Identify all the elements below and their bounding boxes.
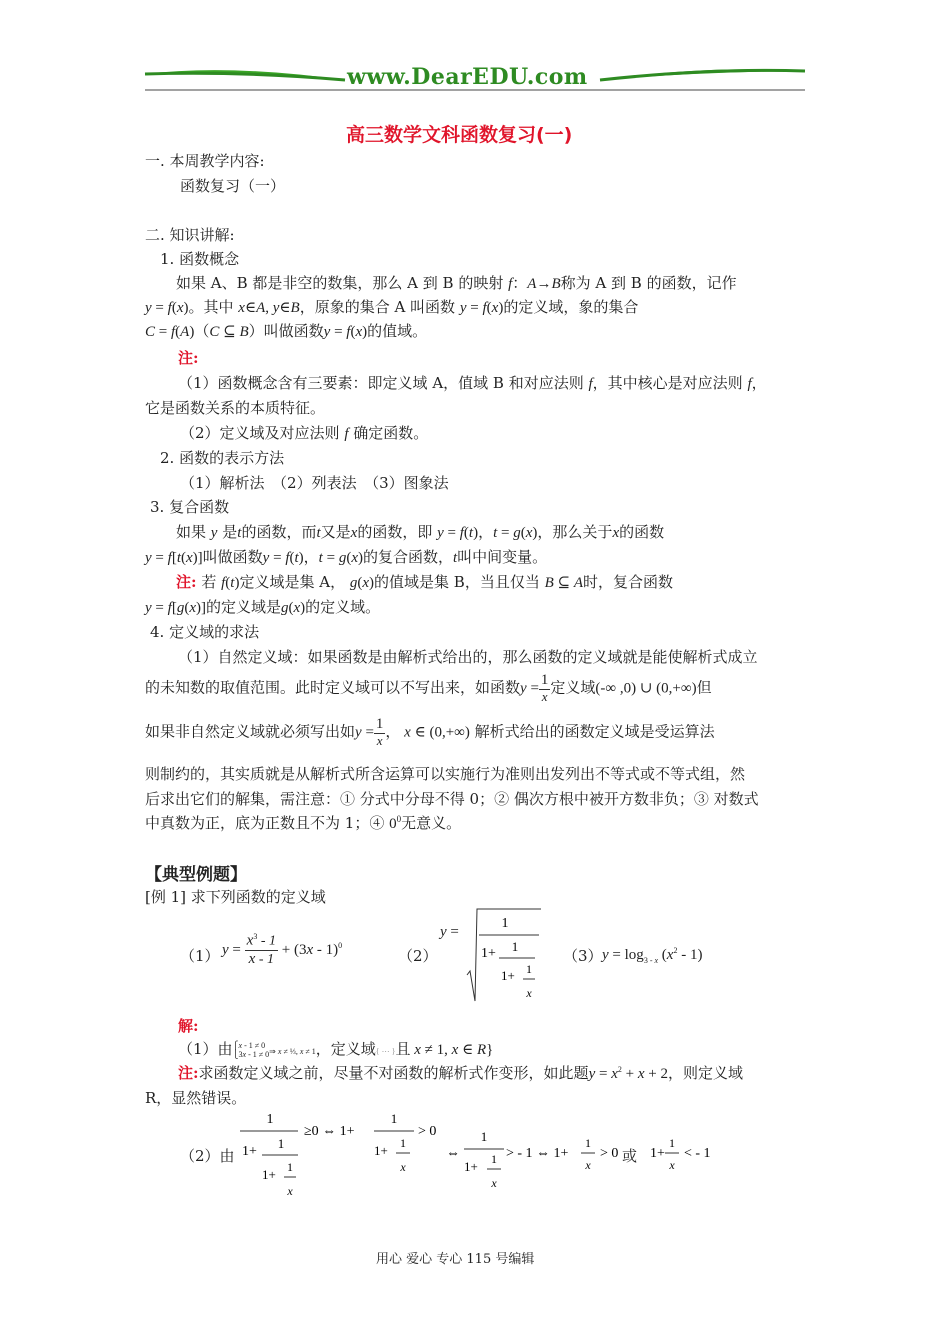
solution2-label: （2）由 [180,1147,235,1165]
example1-prompt: [例 1] 求下列函数的定义域 [145,888,326,906]
fraction-1-over-x-2: $\frac{1}{x}$ [375,716,384,749]
svg-text:> 0: > 0 [418,1124,437,1139]
svg-text:x: x [585,1158,591,1172]
svg-text:1+: 1+ [464,1159,478,1174]
svg-text:1+: 1+ [262,1167,276,1182]
svg-text:1: 1 [511,939,519,954]
svg-text:1: 1 [480,1129,488,1144]
svg-text:1+: 1+ [481,946,496,961]
p1-line3: C = f(A)（C ⊆ B）叫做函数y = f(x)的值域。 [145,322,428,340]
ex1-item1-formula: y = $\frac{x^3 - 1}{x - 1}$ + (3x - 1)$^0$ [222,932,343,967]
svg-text:x: x [669,1158,675,1172]
svg-text:1: 1 [526,962,532,976]
p1-line1: 如果 A、B 都是非空的数集，那么 A 到 B 的映射 f：A→B称为 A 到 B 的函数，记作 [176,274,737,292]
right-swoosh-tail [600,70,805,80]
fraction-1-over-x: $\frac{1}{x}$ [540,672,549,705]
p1-heading: 1. 函数概念 [160,250,240,268]
p1-note-label: 注: [178,349,199,367]
svg-text:1: 1 [669,1136,675,1150]
svg-text:1: 1 [491,1152,497,1166]
svg-text:1+: 1+ [242,1144,257,1159]
sqrt-nested-fraction [465,905,545,1005]
p4-line3: 如果非自然定义域就必须写出如y = $\frac{1}{x}$ ， x ∈ (0,+∞) 解析式给出的函数定义域是受运算法 [145,716,715,749]
svg-text:1: 1 [501,916,509,931]
p3-line1: 如果 y 是t的函数，而t又是x的函数，即 y = f(t)，t = g(x)，那么关于x的函数 [176,523,665,541]
svg-text:x: x [287,1184,293,1198]
p1-note1: （1）函数概念含有三要素：即定义域 A，值域 B 和对应法则 f，其中核心是对应法则 f， [178,374,767,392]
page-title: 高三数学文科函数复习(一) [346,124,573,146]
svg-text:1+: 1+ [374,1143,388,1158]
ex1-item3-label: （3） [563,947,603,965]
sec2-heading: 二. 知识讲解: [145,226,235,244]
svg-text:1: 1 [585,1136,591,1150]
ex1-item3-formula: $y = \log_{3 - x} (x^2 - 1)$ [602,946,703,965]
p4-line2: 的未知数的取值范围。此时定义域可以不写出来，如函数y = $\frac{1}{x}$ 定义域(-∞ ,0) ∪ (0,+∞)但 [145,672,712,705]
svg-text:1: 1 [266,1112,274,1127]
p1-note1-cont: 它是函数关系的本质特征。 [145,399,326,417]
p3-note1: 注: 若 f(t)定义域是集 A， g(x)的值域是集 B，当且仅当 B ⊆ A时，复合函数 [176,573,674,591]
svg-text:1+: 1+ [501,968,515,983]
solution2-or: 或 [622,1147,638,1165]
svg-text:1: 1 [400,1136,406,1150]
p1-note2: （2）定义域及对应法则 f 确定函数。 [180,424,429,442]
svg-text:< - 1: < - 1 [684,1146,711,1161]
svg-text:x: x [526,986,532,1000]
svg-text:x: x [400,1160,406,1174]
p4-line4: 则制约的，其实质就是从解析式所含运算可以实施行为准则出发列出不等式或不等式组，然 [145,765,746,783]
svg-text:⇔: ⇔ [446,1146,460,1161]
ex1-item2-formula: y = [440,924,459,940]
svg-text:≥0 ⇔ 1+: ≥0 ⇔ 1+ [304,1124,355,1139]
solution-label: 解: [178,1017,199,1035]
ex1-item2-label: （2） [398,947,438,965]
p3-note2: y = f[g(x)]的定义域是g(x)的定义域。 [145,598,381,616]
p4-line5: 后求出它们的解集，需注意：① 分式中分母不得 0；② 偶次方根中被开方数非负；③ 对数式 [145,790,759,808]
page-footer: 用心 爱心 专心 115 号编辑 [376,1252,535,1267]
p3-line2: y = f[t(x)]叫做函数y = f(t)，t = g(x)的复合函数，t叫中间变量。 [145,548,548,566]
p1-line2: y = f(x)。其中 x∈A, y∈B，原象的集合 A 叫函数 y = f(x)的定义域，象的集合 [145,298,639,316]
left-swoosh-tail [145,73,345,80]
note1-cont: R，显然错误。 [145,1089,247,1107]
p3-heading: 3. 复合函数 [150,498,230,516]
p4-line6: 中真数为正，底为正数且不为 1；④ $0^0$无意义。 [145,814,462,832]
solution1: （1）由⎧x - 1 ≠ 0 ⎩3x - 1 ≠ 0⇒ x ≠ ⅓, x ≠ 1，定义域{ ⋯ }且 x ≠ 1, x ∈ R} [178,1040,494,1059]
svg-text:x: x [491,1176,497,1190]
site-logo-text: www.DearEDU.com [347,64,588,90]
note1: 注:求函数定义域之前，尽量不对函数的解析式作变形，如此题$y = x^2 + x + 2$，则定义域 [178,1064,743,1082]
p4-heading: 4. 定义域的求法 [150,623,260,641]
examples-heading: 【典型例题】 [145,865,247,885]
svg-text:> 0: > 0 [600,1146,619,1161]
svg-text:1+: 1+ [650,1146,665,1161]
sec1-heading: 一. 本周教学内容: [145,152,265,170]
solution2-derivation [238,1105,738,1205]
svg-text:1: 1 [390,1111,398,1126]
svg-text:1: 1 [277,1136,285,1151]
sec1-content: 函数复习（一） [180,177,286,195]
svg-text:> - 1 ⇔ 1+: > - 1 ⇔ 1+ [506,1146,569,1161]
p2-methods: （1）解析法 （2）列表法 （3）图象法 [180,474,449,492]
p4-line1: （1）自然定义域：如果函数是由解析式给出的，那么函数的定义域就是能使解析式成立 [178,648,758,666]
p2-heading: 2. 函数的表示方法 [160,449,285,467]
svg-text:1: 1 [287,1160,293,1174]
ex1-item1-label: （1） [180,947,220,965]
